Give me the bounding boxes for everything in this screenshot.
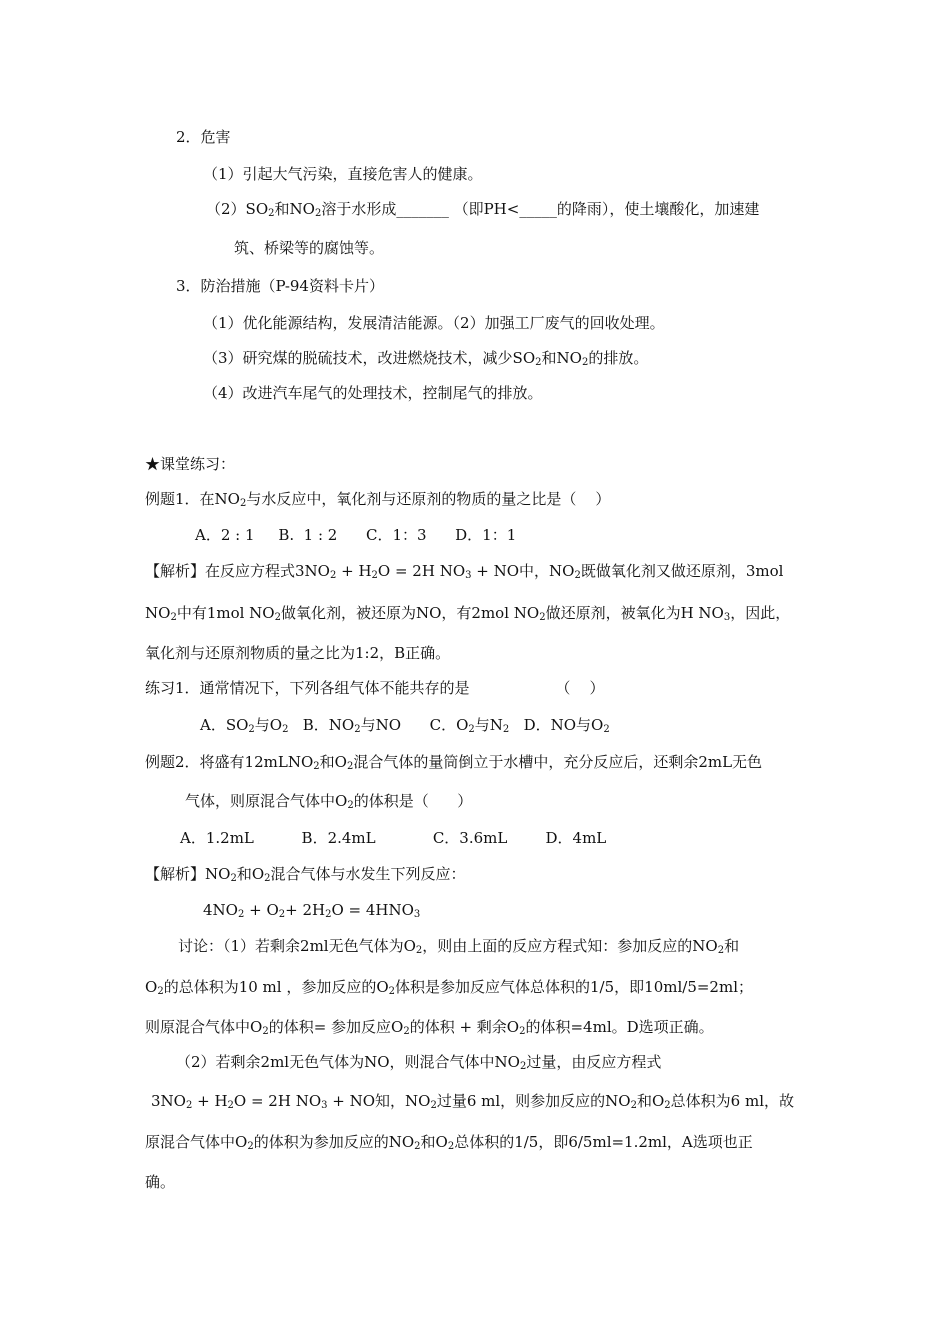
subscript: 2 bbox=[574, 570, 581, 581]
text-segment: 例题2．将盛有12mLNO bbox=[145, 753, 314, 771]
text-segment: 和NO bbox=[541, 349, 582, 367]
text-segment: （4）改进汽车尾气的处理技术，控制尾气的排放。 bbox=[203, 384, 543, 402]
subscript: 2 bbox=[239, 498, 247, 509]
text-segment: 溶于水形成_______ （即PH<_____的降雨），使土壤酸化，加速建 bbox=[321, 200, 760, 218]
text-line bbox=[145, 489, 610, 509]
subscript: 2 bbox=[157, 986, 164, 997]
text-segment: O = 2H NO bbox=[233, 1092, 322, 1110]
text-line bbox=[145, 1172, 175, 1192]
subscript: 2 bbox=[403, 1026, 410, 1037]
text-segment: B．NO bbox=[288, 716, 355, 734]
text-segment: + 2H bbox=[285, 901, 326, 919]
text-segment: 和NO bbox=[274, 200, 315, 218]
text-line bbox=[176, 127, 231, 147]
text-segment: 总体积的1/5，即6/5ml=1.2ml，A选项也正 bbox=[454, 1133, 753, 1151]
text-segment: 气体，则原混合气体中O bbox=[185, 792, 348, 810]
text-segment: O bbox=[145, 978, 158, 996]
text-segment: （3）研究煤的脱硫技术，改进燃烧技术，减少SO bbox=[203, 349, 536, 367]
text-line bbox=[176, 276, 384, 296]
text-segment: 筑、桥梁等的腐蚀等。 bbox=[234, 239, 385, 257]
text-segment: 2．危害 bbox=[176, 128, 231, 146]
text-line bbox=[234, 238, 384, 258]
text-line bbox=[145, 643, 450, 663]
text-segment: （1）优化能源结构，发展清洁能源。（2）加强工厂废气的回收处理。 bbox=[203, 314, 665, 332]
text-segment: 体积是参加反应气体总体积的1/5，即10ml/5=2ml； bbox=[395, 978, 753, 996]
text-segment: 与O bbox=[254, 716, 283, 734]
text-segment: 的排放。 bbox=[588, 349, 649, 367]
subscript: 2 bbox=[354, 724, 361, 735]
subscript: 2 bbox=[447, 1141, 455, 1152]
text-segment: （1）引起大气污染，直接危害人的健康。 bbox=[203, 165, 483, 183]
text-line bbox=[203, 313, 665, 333]
text-line bbox=[200, 715, 610, 735]
text-line bbox=[145, 752, 762, 772]
text-line bbox=[145, 561, 783, 581]
text-line bbox=[206, 199, 759, 219]
subscript: 3 bbox=[321, 1100, 328, 1111]
text-segment: 既做氧化剂又做还原剂，3mol bbox=[580, 562, 784, 580]
subscript: 2 bbox=[278, 909, 286, 920]
text-segment: O = 2H NO bbox=[377, 562, 466, 580]
text-segment: + O bbox=[244, 901, 279, 919]
subscript: 2 bbox=[519, 1061, 527, 1072]
text-line bbox=[185, 791, 472, 811]
text-segment: 确。 bbox=[145, 1173, 176, 1191]
text-segment: 则原混合气体中O bbox=[145, 1018, 263, 1036]
text-segment: 做氧化剂，被还原为NO，有2mol NO bbox=[280, 604, 540, 622]
text-segment: 讨论：（1）若剩余2ml无色气体为O bbox=[178, 937, 416, 955]
text-line bbox=[145, 454, 235, 474]
text-line bbox=[145, 977, 753, 997]
text-segment: 的体积=4ml。D选项正确。 bbox=[525, 1018, 714, 1036]
subscript: 2 bbox=[468, 724, 475, 735]
text-segment: 和O bbox=[636, 1092, 665, 1110]
subscript: 2 bbox=[371, 570, 378, 581]
text-segment: 3．防治措施（P-94资料卡片） bbox=[176, 277, 384, 295]
text-segment: 的体积 + 剩余O bbox=[409, 1018, 520, 1036]
text-segment: + NO中，NO bbox=[471, 562, 575, 580]
text-segment: 总体积为6 ml，故 bbox=[670, 1092, 794, 1110]
subscript: 2 bbox=[237, 909, 245, 920]
subscript: 2 bbox=[388, 986, 396, 997]
text-line bbox=[195, 525, 516, 545]
text-segment: 和O bbox=[420, 1133, 448, 1151]
text-segment: 与N bbox=[474, 716, 503, 734]
subscript: 2 bbox=[227, 1100, 234, 1111]
text-segment: + NO知，NO bbox=[327, 1092, 431, 1110]
text-line bbox=[203, 348, 648, 368]
subscript: 3 bbox=[465, 570, 472, 581]
text-segment: 混合气体与水发生下列反应： bbox=[270, 865, 466, 883]
text-line bbox=[176, 1052, 661, 1072]
subscript: 2 bbox=[414, 1141, 421, 1152]
text-segment: 练习1．通常情况下，下列各组气体不能共存的是 （ ） bbox=[145, 679, 605, 697]
text-segment: 3NO bbox=[151, 1092, 186, 1110]
text-segment: 过量6 ml，则参加反应的NO bbox=[436, 1092, 631, 1110]
subscript: 2 bbox=[539, 612, 546, 623]
text-segment: 混合气体的量筒倒立于水槽中，充分反应后，还剩余2mL无色 bbox=[353, 753, 763, 771]
subscript: 2 bbox=[347, 800, 354, 811]
subscript: 3 bbox=[723, 612, 731, 623]
text-segment: A．SO bbox=[200, 716, 249, 734]
subscript: 2 bbox=[329, 570, 337, 581]
subscript: 2 bbox=[314, 208, 322, 219]
subscript: 2 bbox=[519, 1026, 526, 1037]
text-segment: + H bbox=[192, 1092, 228, 1110]
subscript: 2 bbox=[264, 873, 271, 884]
text-segment: 和O bbox=[319, 753, 347, 771]
text-segment: 的体积为参加反应的NO bbox=[253, 1133, 415, 1151]
text-line bbox=[203, 164, 483, 184]
subscript: 2 bbox=[415, 945, 423, 956]
subscript: 2 bbox=[664, 1100, 671, 1111]
text-segment: 与水反应中，氧化剂与还原剂的物质的量之比是（ ） bbox=[246, 490, 611, 508]
text-segment: 氧化剂与还原剂物质的量之比为1:2，B正确。 bbox=[145, 644, 451, 662]
text-line bbox=[145, 864, 466, 884]
subscript: 2 bbox=[630, 1100, 637, 1111]
subscript: 2 bbox=[230, 873, 237, 884]
text-line bbox=[145, 678, 604, 698]
subscript: 2 bbox=[247, 1141, 254, 1152]
subscript: 2 bbox=[603, 724, 610, 735]
text-line bbox=[203, 900, 420, 920]
text-segment: 【解析】在反应方程式3NO bbox=[145, 562, 330, 580]
text-segment: 做还原剂，被氧化为H NO bbox=[545, 604, 724, 622]
subscript: 2 bbox=[170, 612, 177, 623]
subscript: 2 bbox=[274, 612, 281, 623]
text-segment: ★课堂练习： bbox=[145, 455, 236, 473]
subscript: 2 bbox=[346, 761, 354, 772]
subscript: 2 bbox=[185, 1100, 193, 1111]
subscript: 2 bbox=[502, 724, 510, 735]
text-segment: （2）SO bbox=[206, 200, 269, 218]
subscript: 2 bbox=[248, 724, 255, 735]
text-segment: 中有1mol NO bbox=[176, 604, 275, 622]
text-line bbox=[178, 936, 739, 956]
text-line bbox=[145, 1132, 753, 1152]
subscript: 2 bbox=[535, 357, 542, 368]
text-segment: 的总体积为10 ml ，参加反应的O bbox=[163, 978, 389, 996]
text-segment: 4NO bbox=[203, 901, 238, 919]
text-segment: A．2 : 1 B. 1 : 2 C．1：3 D．1：1 bbox=[195, 526, 517, 544]
subscript: 2 bbox=[268, 208, 275, 219]
text-line bbox=[151, 1091, 794, 1111]
subscript: 2 bbox=[282, 724, 289, 735]
subscript: 2 bbox=[717, 945, 725, 956]
text-line bbox=[145, 603, 790, 623]
text-line bbox=[180, 828, 606, 848]
text-segment: D．NO与O bbox=[509, 716, 604, 734]
text-segment: 与NO C．O bbox=[360, 716, 469, 734]
text-segment: 原混合气体中O bbox=[145, 1133, 248, 1151]
text-segment: A．1.2mL B．2.4mL C．3.6mL D．4mL bbox=[180, 829, 607, 847]
text-line bbox=[203, 383, 543, 403]
subscript: 2 bbox=[430, 1100, 437, 1111]
subscript: 3 bbox=[413, 909, 421, 920]
text-segment: （2）若剩余2ml无色气体为NO，则混合气体中NO bbox=[176, 1053, 520, 1071]
text-segment: + H bbox=[336, 562, 372, 580]
subscript: 2 bbox=[262, 1026, 269, 1037]
subscript: 2 bbox=[581, 357, 589, 368]
text-segment: 和 bbox=[724, 937, 740, 955]
text-segment: ，因此， bbox=[730, 604, 791, 622]
text-segment: 例题1．在NO bbox=[145, 490, 240, 508]
text-segment: 和O bbox=[236, 865, 265, 883]
text-line bbox=[145, 1017, 714, 1037]
text-segment: 的体积是（ ） bbox=[353, 792, 473, 810]
subscript: 2 bbox=[325, 909, 332, 920]
text-segment: NO bbox=[145, 604, 171, 622]
text-segment: ，则由上面的反应方程式知：参加反应的NO bbox=[422, 937, 718, 955]
subscript: 2 bbox=[313, 761, 320, 772]
text-segment: 过量，由反应方程式 bbox=[526, 1053, 662, 1071]
text-segment: 【解析】NO bbox=[145, 865, 231, 883]
text-segment: O = 4HNO bbox=[331, 901, 414, 919]
text-segment: 的体积= 参加反应O bbox=[268, 1018, 404, 1036]
